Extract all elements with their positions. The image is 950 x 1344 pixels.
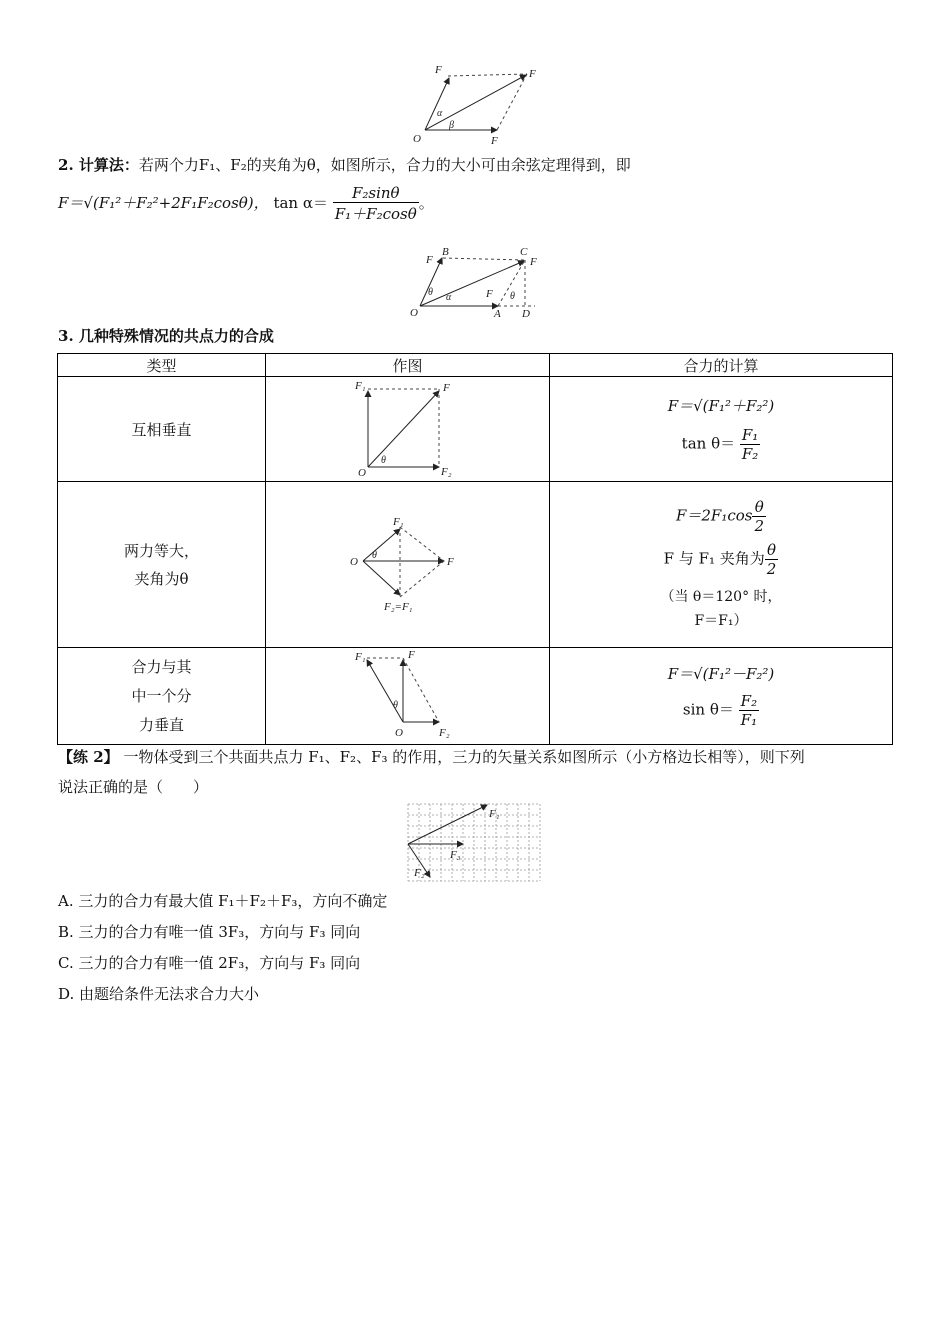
calc-denominator: F₁ (740, 711, 758, 729)
option-d[interactable]: D. 由题给条件无法求合力大小 (58, 985, 260, 1003)
practice-stem-text: 一物体受到三个共面共点力 F₁、F₂、F₃ 的作用，三力的矢量关系如图所示（小方格边长相等），则下列 (123, 748, 805, 766)
figure-equal-forces (348, 513, 468, 613)
figure-grid-forces (406, 802, 544, 886)
header-figure: 作图 (266, 354, 550, 377)
label-b: B (442, 246, 449, 258)
label-beta: β (449, 120, 454, 131)
label-f: F (407, 649, 415, 661)
calc-numerator: θ (765, 541, 779, 560)
option-a[interactable]: A. 三力的合力有最大值 F₁＋F₂＋F₃，方向不确定 (58, 892, 388, 910)
practice-stem (58, 746, 805, 767)
calc-denominator: 2 (766, 559, 777, 578)
table-row (58, 377, 893, 482)
label-f2: F₂ (438, 727, 450, 739)
section-3-number: 3 (58, 327, 69, 345)
label-f2: F (491, 135, 498, 147)
label-f1: F₁ (392, 515, 404, 528)
figure-cell (266, 648, 550, 745)
label-f: F (446, 555, 454, 568)
section-2-number: 2 (58, 156, 69, 174)
calc-cell (550, 482, 893, 648)
type-line: 夹角为θ (134, 569, 189, 588)
figure-cell (266, 482, 550, 648)
section-3-title: . 几种特殊情况的共点力的合成 (68, 327, 274, 345)
option-b[interactable]: B. 三力的合力有唯一值 3F₃，方向与 F₃ 同向 (58, 923, 361, 941)
label-f2: F (426, 254, 433, 266)
label-o: O (413, 133, 421, 145)
calc-note: （当 θ＝120° 时， (660, 588, 782, 605)
label-f: F (442, 382, 450, 394)
calc-fraction (739, 692, 759, 729)
type-line: 中一个分 (131, 686, 192, 705)
calc-label: sin θ＝ (682, 700, 734, 719)
label-theta: θ (392, 700, 398, 711)
label-f1: F₁ (354, 380, 366, 392)
label-f1: F (486, 288, 493, 300)
special-cases-table (57, 353, 893, 745)
figure-cosine-law (400, 243, 550, 321)
calc-note-2: F＝F₁） (694, 612, 748, 629)
label-theta: θ (380, 455, 386, 466)
calc-numerator: θ (752, 498, 766, 517)
label-o: O (357, 467, 366, 477)
section-2-heading (58, 154, 631, 175)
section-2-title: . 计算法： (68, 156, 139, 174)
figure-perpendicular-component (353, 648, 463, 740)
label-f1: F₁ (354, 651, 366, 663)
calc-fraction (740, 426, 760, 463)
calc-numerator: F₁ (741, 426, 759, 444)
calc-label: tan θ＝ (681, 434, 736, 453)
formula-tan-fraction (333, 184, 419, 224)
calc-cell (550, 377, 893, 482)
table-row (58, 482, 893, 648)
type-line: 合力与其 (131, 657, 192, 676)
type-cell (58, 482, 266, 648)
practice-stem-2: 说法正确的是（ ） (58, 778, 209, 796)
figure-perpendicular (353, 377, 463, 477)
header-calc: 合力的计算 (550, 354, 893, 377)
practice-tag: 【练 2】 (58, 748, 119, 766)
calc-cell (550, 648, 893, 745)
label-o: O (410, 307, 418, 319)
label-f3: F₃ (450, 849, 461, 861)
header-type: 类型 (58, 354, 266, 377)
label-f2: F₂ (414, 867, 425, 879)
label-a: A (494, 308, 501, 320)
label-theta-2: θ (510, 291, 515, 302)
formula-resultant: F＝√(F₁²＋F₂²+2F₁F₂cosθ)， (58, 194, 269, 212)
option-c[interactable]: C. 三力的合力有唯一值 2F₃，方向与 F₃ 同向 (58, 954, 361, 972)
figure-parallelogram (405, 62, 555, 150)
label-f2: F₂ (440, 466, 452, 477)
label-theta: θ (371, 549, 377, 561)
type-cell (58, 648, 266, 745)
label-alpha: α (437, 108, 443, 119)
label-c: C (520, 246, 528, 258)
label-f1: F₁ (489, 808, 500, 820)
figure-cell (266, 377, 550, 482)
section-2-text: 若两个力F₁、F₂的夹角为θ，如图所示，合力的大小可由余弦定理得到，即 (138, 156, 631, 174)
label-d: D (522, 308, 530, 320)
calc-formula: F＝2F₁cos (675, 506, 753, 524)
formula-end: 。 (418, 194, 434, 212)
label-theta: θ (428, 287, 433, 298)
label-f2: F₂=F₁ (383, 600, 413, 613)
calc-fraction (752, 498, 766, 535)
section-2-formula (58, 184, 434, 224)
calc-formula: F＝√(F₁²＋F₂²) (667, 397, 775, 415)
type-line: 两力等大， (123, 541, 199, 560)
formula-tan-label: tan α＝ (273, 194, 328, 212)
calc-denominator: F₂ (741, 445, 759, 463)
label-o: O (394, 727, 403, 739)
calc-angle-text: F 与 F₁ 夹角为 (663, 549, 765, 567)
calc-denominator: 2 (754, 516, 765, 535)
calc-numerator: F₂ (740, 692, 758, 710)
label-alpha: α (446, 292, 452, 303)
calc-fraction (765, 541, 779, 578)
calc-formula: F＝√(F₁²－F₂²) (667, 665, 775, 683)
label-f: F (529, 68, 536, 80)
table-row (58, 648, 893, 745)
type-cell: 互相垂直 (58, 377, 266, 482)
label-f1: F (435, 64, 442, 76)
label-f: F (530, 256, 537, 268)
label-o: O (349, 555, 358, 568)
formula-tan-numerator: F₂sinθ (333, 184, 419, 203)
section-3-heading (58, 325, 274, 346)
formula-tan-denominator: F₁＋F₂cosθ (334, 205, 417, 223)
type-line: 力垂直 (138, 715, 184, 734)
